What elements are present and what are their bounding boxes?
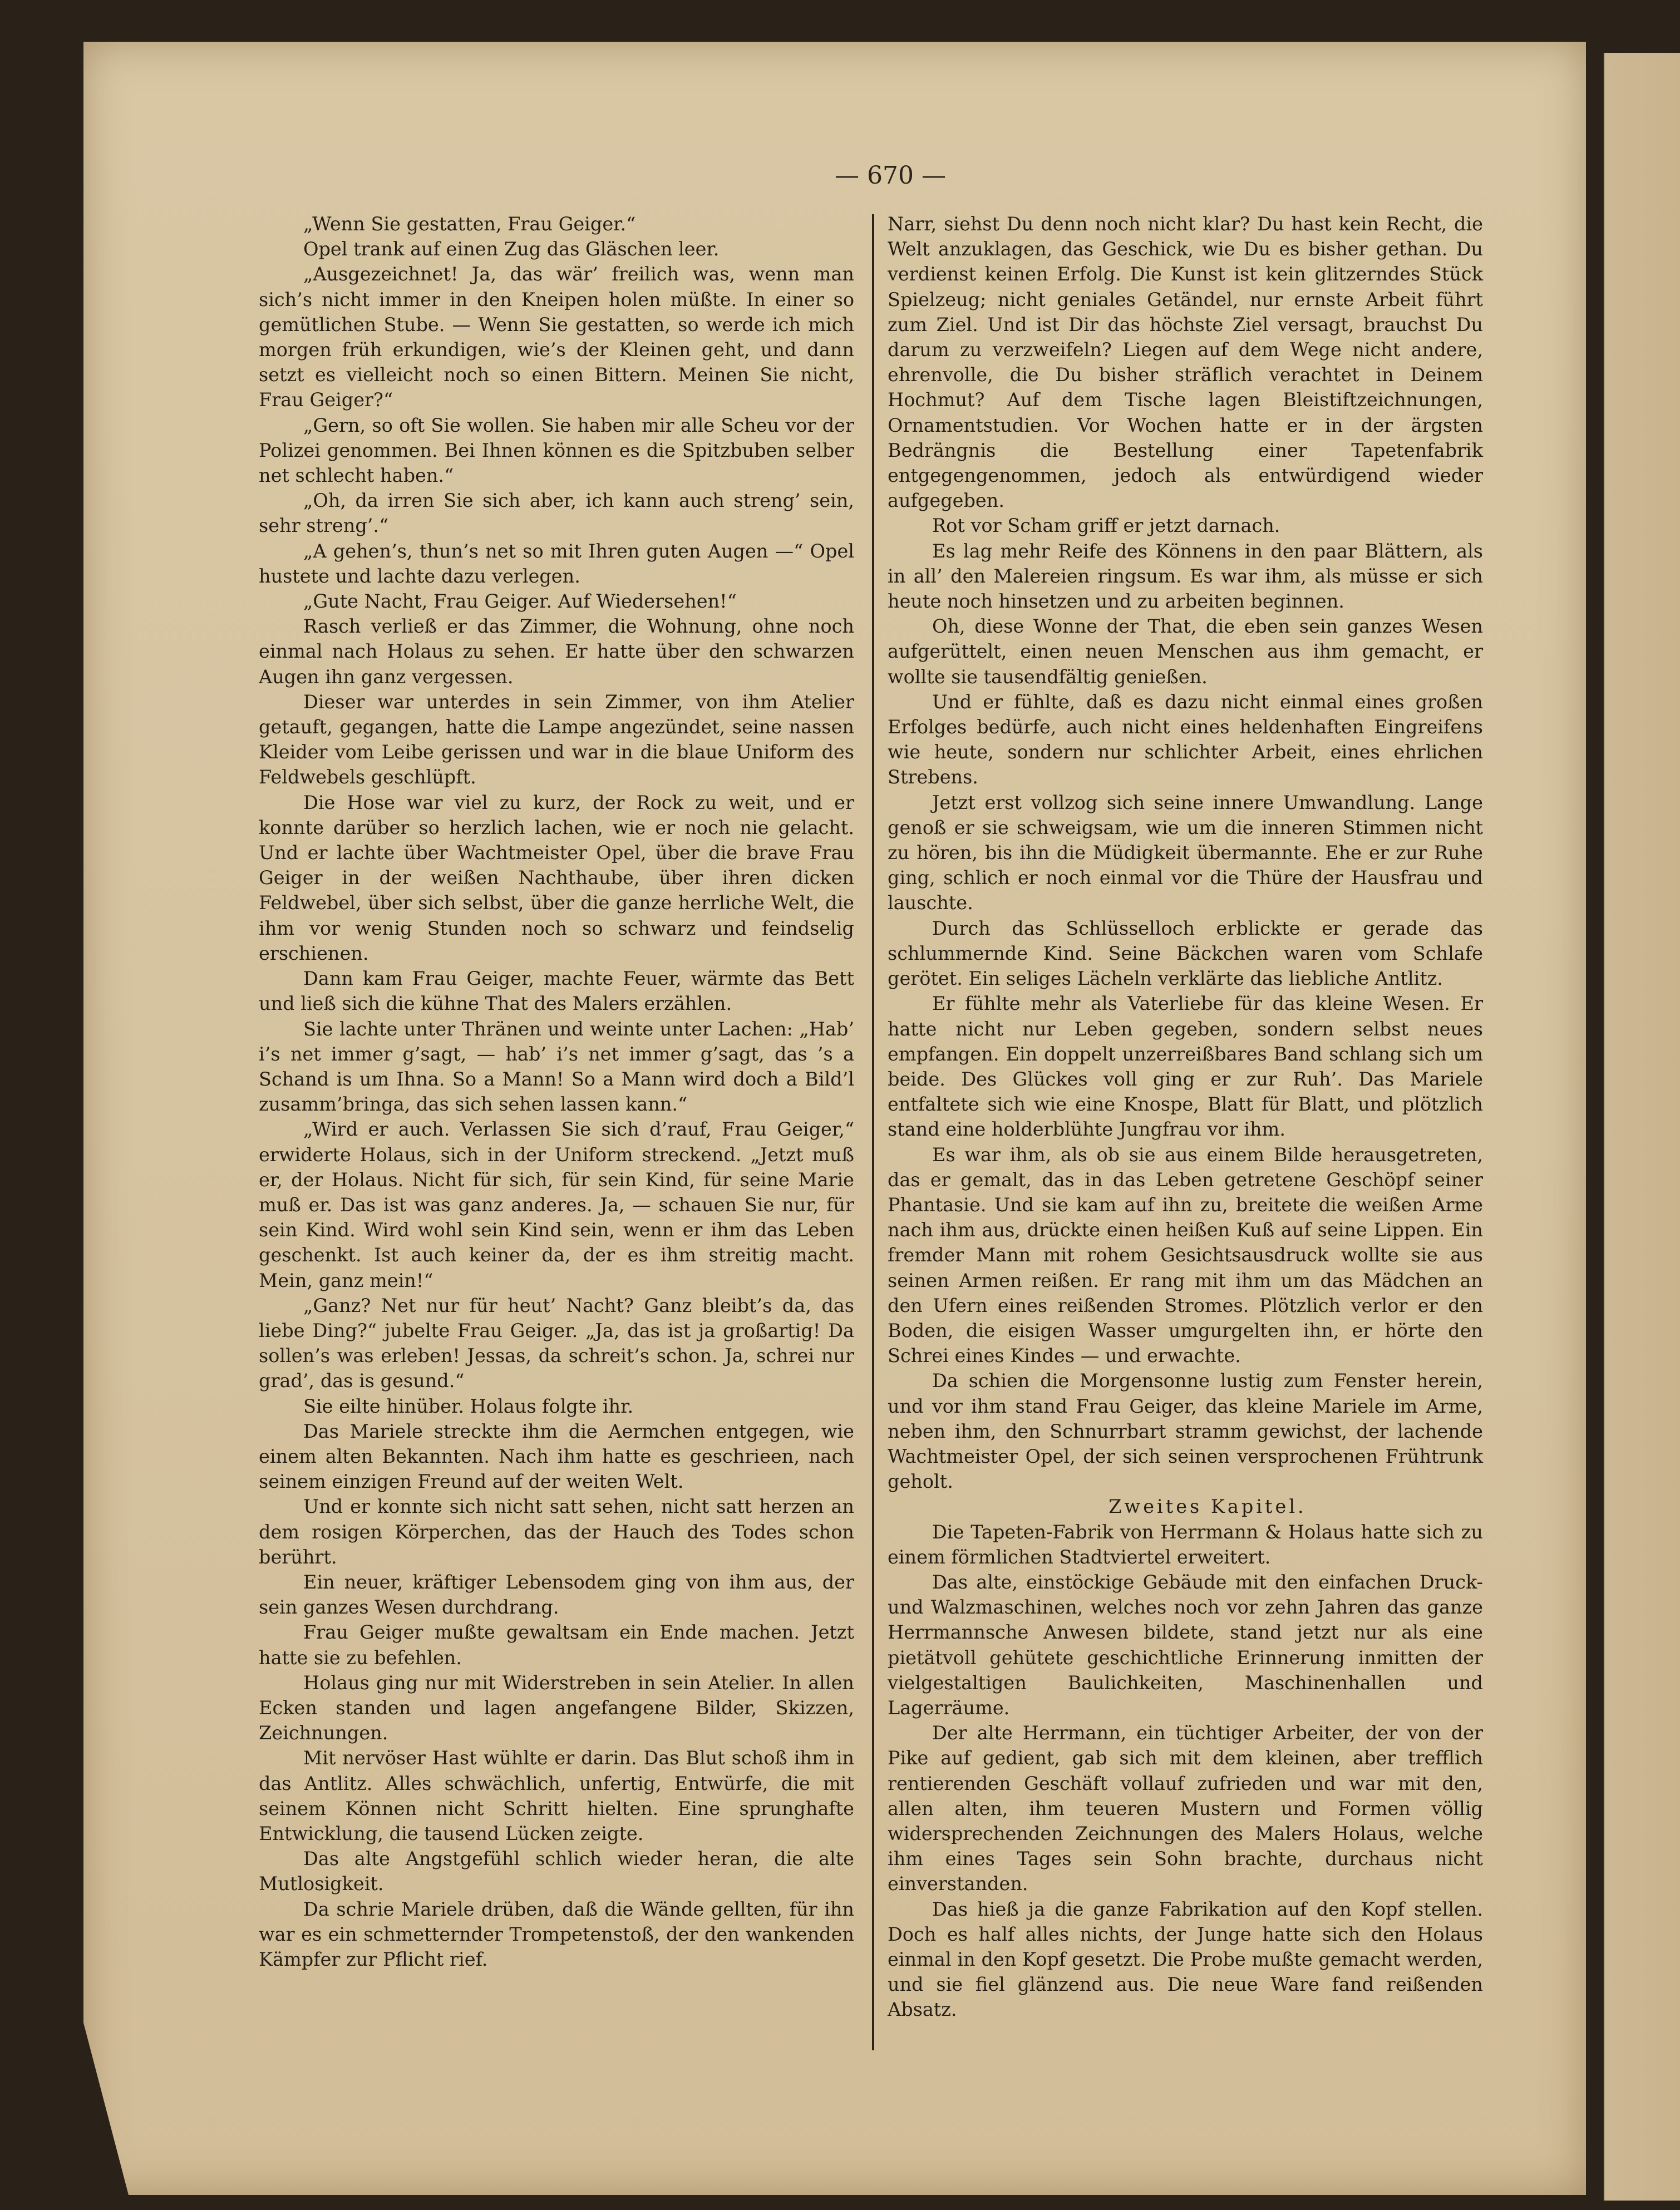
paragraph: Rot vor Scham griff er jetzt darnach.: [932, 515, 1280, 537]
paragraph: „Oh, da irren Sie sich aber, ich kann auch streng’ sein, sehr streng’.“: [259, 490, 854, 537]
left-column: [259, 211, 854, 1972]
paragraph: „A gehen’s, thun’s net so mit Ihren guten Augen —“ Opel hustete und lachte dazu verlegen.: [259, 540, 854, 587]
paragraph: Da schien die Morgensonne lustig zum Fenster herein, und vor ihm stand Frau Geiger, das kleine Mariele im Arme, neben ihm, den Schnurrbart stramm gewichst, der lachende Wachtmeister Opel, der sich seinen versprochenen Frühtrunk geholt.: [888, 1370, 1483, 1493]
paragraph: Da schrie Mariele drüben, daß die Wände gellten, für ihn war es ein schmetternder Trompetenstoß, der den wankenden Kämpfer zur Pflicht rief.: [259, 1898, 854, 1971]
paragraph: Das hieß ja die ganze Fabrikation auf den Kopf stellen. Doch es half alles nichts, der Junge hatte sich den Holaus einmal in den Kopf gesetzt. Die Probe mußte gemacht werden, und sie fiel glänzend aus. Die neue Ware fand reißenden Absatz.: [888, 1898, 1483, 2021]
paragraph: Ein neuer, kräftiger Lebensodem ging von ihm aus, der sein ganzes Wesen durchdrang.: [259, 1571, 854, 1619]
paragraph: Und er fühlte, daß es dazu nicht einmal eines großen Erfolges bedürfe, auch nicht eines heldenhaften Eingreifens wie heute, sondern nur schlichter Arbeit, eines ehrlichen Strebens.: [888, 690, 1483, 788]
paragraph: Mit nervöser Hast wühlte er darin. Das Blut schoß ihm in das Antlitz. Alles schwächlich, unfertig, Entwürfe, die mit seinem Können nicht Schritt hielten. Eine sprunghafte Entwicklung, die tausend Lücken zeigte.: [259, 1747, 854, 1844]
paragraph: Opel trank auf einen Zug das Gläschen leer.: [303, 238, 720, 260]
paragraph: Das alte, einstöckige Gebäude mit den einfachen Druck- und Walzmaschinen, welches noch vor zehn Jahren das ganze Herrmannsche Anwesen bildete, stand jetzt nur als eine pietätvoll gehütete geschichtliche Erinnerung inmitten der vielgestaltigen Baulichkeiten, Maschinenhallen und Lagerräume.: [888, 1571, 1483, 1719]
paragraph: „Ausgezeichnet! Ja, das wär’ freilich was, wenn man sich’s nicht immer in den Kneipen holen müßte. In einer so gemütlichen Stube. — Wenn Sie gestatten, so werde ich mich morgen früh erkundigen, wie’s der Kleinen geht, und dann setzt es vielleicht noch so einen Bittern. Meinen Sie nicht, Frau Geiger?“: [259, 263, 854, 411]
column-divider: [872, 214, 874, 2050]
paragraph: „Gute Nacht, Frau Geiger. Auf Wiedersehen!“: [303, 590, 737, 613]
paragraph: Er fühlte mehr als Vaterliebe für das kleine Wesen. Er hatte nicht nur Leben gegeben, sondern selbst neues empfangen. Ein doppelt unzerreißbares Band schlang sich um beide. Des Glückes voll ging er zur Ruh’. Das Mariele entfaltete sich wie eine Knospe, Blatt für Blatt, und plötzlich stand eine holderblühte Jungfrau vor ihm.: [888, 993, 1483, 1141]
paragraph: Jetzt erst vollzog sich seine innere Umwandlung. Lange genoß er sie schweigsam, wie um die inneren Stimmen nicht zu hören, bis ihn die Müdigkeit übermannte. Ehe er zur Ruhe ging, schlich er noch einmal vor die Thüre der Hausfrau und lauschte.: [888, 791, 1483, 914]
chapter-heading: Zweites Kapitel.: [1108, 1496, 1307, 1518]
paragraph: Dann kam Frau Geiger, machte Feuer, wärmte das Bett und ließ sich die kühne That des Malers erzählen.: [259, 968, 854, 1015]
paragraph: „Ganz? Net nur für heut’ Nacht? Ganz bleibt’s da, das liebe Ding?“ jubelte Frau Geiger. „Ja, das ist ja großartig! Da sollen’s was erleben! Jessas, da schreit’s schon. Ja, schrei nur grad’, das is gesund.“: [259, 1294, 854, 1392]
paragraph: Es war ihm, als ob sie aus einem Bilde herausgetreten, das er gemalt, das in das Leben getretene Geschöpf seiner Phantasie. Und sie kam auf ihn zu, breitete die weißen Arme nach ihm aus, drückte einen heißen Kuß auf seine Lippen. Ein fremder Mann mit rohem Gesichtsausdruck wollte sie aus seinen Armen reißen. Er rang mit ihm um das Mädchen an den Ufern eines reißenden Stromes. Plötzlich verlor er den Boden, die eisigen Wasser umgurgelten ihn, er hörte den Schrei eines Kindes — und erwachte.: [888, 1143, 1483, 1367]
paragraph: „Gern, so oft Sie wollen. Sie haben mir alle Scheu vor der Polizei genommen. Bei Ihnen können es die Spitzbuben selber net schlecht haben.“: [259, 414, 854, 487]
paragraph: Durch das Schlüsselloch erblickte er gerade das schlummernde Kind. Seine Bäckchen waren vom Schlafe gerötet. Ein seliges Lächeln verklärte das liebliche Antlitz.: [888, 917, 1483, 990]
paragraph: „Wird er auch. Verlassen Sie sich d’rauf, Frau Geiger,“ erwiderte Holaus, sich in der Uniform streckend. „Jetzt muß er, der Holaus. Nicht für sich, für sein Kind, für seine Marie muß er. Das ist was ganz anderes. Ja, — schauen Sie nur, für sein Kind. Wird wohl sein Kind sein, wenn er ihm das Leben geschenkt. Ist auch keiner da, der es ihm streitig macht. Mein, ganz mein!“: [259, 1118, 854, 1291]
paragraph: Die Hose war viel zu kurz, der Rock zu weit, und er konnte darüber so herzlich lachen, wie er noch nie gelacht. Und er lachte über Wachtmeister Opel, über die brave Frau Geiger in der weißen Nachthaube, über ihren dicken Feldwebel, über sich selbst, über die ganze herrliche Welt, die ihm vor wenig Stunden noch so schwarz und feindselig erschienen.: [259, 791, 854, 964]
adjacent-page-edge: [1603, 53, 1680, 2201]
page-number: — 670 —: [835, 161, 946, 190]
paragraph: „Wenn Sie gestatten, Frau Geiger.“: [303, 213, 636, 235]
paragraph: Holaus ging nur mit Widerstreben in sein Atelier. In allen Ecken standen und lagen angefangene Bilder, Skizzen, Zeichnungen.: [259, 1671, 854, 1744]
paragraph: Rasch verließ er das Zimmer, die Wohnung, ohne noch einmal nach Holaus zu sehen. Er hatte über den schwarzen Augen ihn ganz vergessen.: [259, 615, 854, 688]
paragraph: Das alte Angstgefühl schlich wieder heran, die alte Mutlosigkeit.: [259, 1848, 854, 1895]
paragraph: Frau Geiger mußte gewaltsam ein Ende machen. Jetzt hatte sie zu befehlen.: [259, 1621, 854, 1669]
right-column: [888, 211, 1483, 2022]
paragraph: Die Tapeten-Fabrik von Herrmann & Holaus hatte sich zu einem förmlichen Stadtviertel erweitert.: [888, 1521, 1483, 1568]
paragraph: Es lag mehr Reife des Könnens in den paar Blättern, als in all’ den Malereien ringsum. Es war ihm, als müsse er sich heute noch hinsetzen und zu arbeiten beginnen.: [888, 540, 1483, 613]
paragraph: Narr, siehst Du denn noch nicht klar? Du hast kein Recht, die Welt anzuklagen, das Geschick, wie Du es bisher gethan. Du verdienst keinen Erfolg. Die Kunst ist kein glitzerndes Stück Spielzeug; nicht geniales Getändel, nur ernste Arbeit führt zum Ziel. Und ist Dir das höchste Ziel versagt, brauchst Du darum zu verzweifeln? Liegen auf dem Wege nicht andere, ehrenvolle, die Du bisher sträflich verachtet in Deinem Hochmut? Auf dem Tische lagen Bleistiftzeichnungen, Ornamentstudien. Vor Wochen hatte er in der ärgsten Bedrängnis die Bestellung einer Tapetenfabrik entgegengenommen, jedoch als entwürdigend wieder aufgegeben.: [888, 213, 1483, 512]
paragraph: Dieser war unterdes in sein Zimmer, von ihm Atelier getauft, gegangen, hatte die Lampe angezündet, seine nassen Kleider vom Leibe gerissen und war in die blaue Uniform des Feldwebels geschlüpft.: [259, 690, 854, 788]
paragraph: Der alte Herrmann, ein tüchtiger Arbeiter, der von der Pike auf gedient, gab sich mit dem kleinen, aber trefflich rentierenden Geschäft vollauf zufrieden und war mit den, allen alten, ihm teueren Mustern und Formen völlig widersprechenden Zeichnungen des Malers Holaus, welche ihm eines Tages sein Sohn brachte, durchaus nicht einverstanden.: [888, 1722, 1483, 1895]
paragraph: Sie eilte hinüber. Holaus folgte ihr.: [303, 1395, 634, 1417]
paragraph: Oh, diese Wonne der That, die eben sein ganzes Wesen aufgerüttelt, einen neuen Menschen aus ihm gemacht, er wollte sie tausendfältig genießen.: [888, 615, 1483, 688]
paragraph: Das Mariele streckte ihm die Aermchen entgegen, wie einem alten Bekannten. Nach ihm hatte es geschrieen, nach seinem einzigen Freund auf der weiten Welt.: [259, 1420, 854, 1493]
paragraph: Und er konnte sich nicht satt sehen, nicht satt herzen an dem rosigen Körperchen, das der Hauch des Todes schon berührt.: [259, 1496, 854, 1568]
paragraph: Sie lachte unter Thränen und weinte unter Lachen: „Hab’ i’s net immer g’sagt, — hab’ i’s net immer g’sagt, das ’s a Schand is um Ihna. So a Mann! So a Mann wird doch a Bild’l zusamm’bringa, das sich sehen lassen kann.“: [259, 1018, 854, 1116]
